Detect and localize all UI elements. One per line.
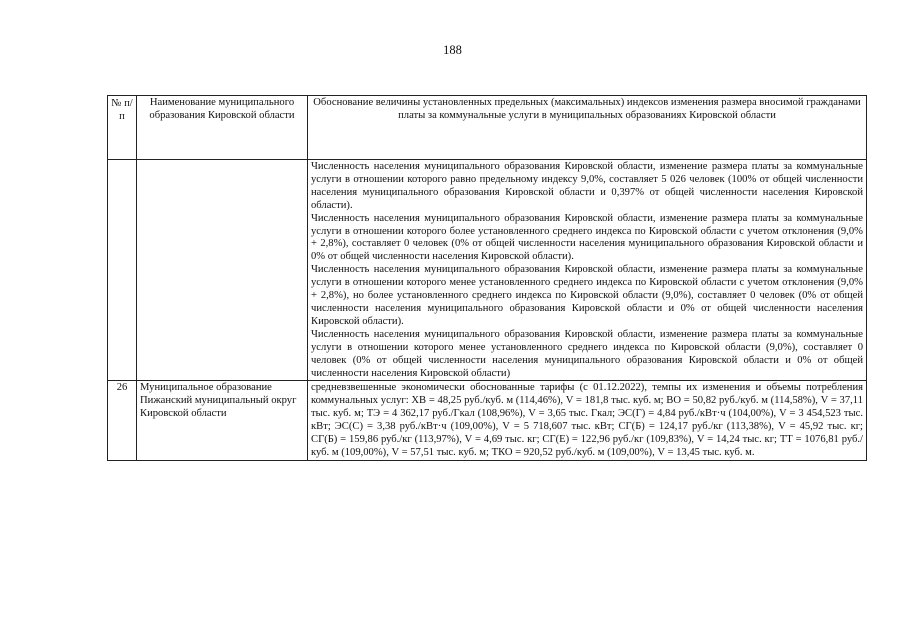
- population-paragraph-between-index: Численность населения муниципального образования Кировской области, изменение размера платы за коммунальные услуги в отношении которого менее установленного среднего индекса по Кировской области с учетом отклонения (9,0% + 2,8%), но более установленного среднего индекса по Кировской области (9,0%), составляет 0 человек (0% от общей численности населения муниципального образования Кировской области и 0% от общей численности населения Кировской области).: [311, 264, 863, 327]
- indices-table: [107, 95, 867, 461]
- table-row-continuation: [108, 160, 867, 381]
- page-number: 188: [443, 43, 462, 57]
- population-paragraph-equal-index: Численность населения муниципального образования Кировской области, изменение размера платы за коммунальные услуги в отношении которого равно предельному индексу 9,0%, составляет 5 026 человек (100% от общей численности населения муниципального образования Кировской области и 0,397% от общей численности населения Кировской области).: [311, 161, 863, 211]
- table-row: [108, 381, 867, 460]
- municipality-name: Муниципальное образование Пижанский муниципальный округ Кировской области: [137, 381, 308, 460]
- population-paragraph-above-index: Численность населения муниципального образования Кировской области, изменение размера платы за коммунальные услуги в отношении которого более установленного среднего индекса по Кировской области с учетом отклонения (9,0% + 2,8%), составляет 0 человек (0% от общей численности населения муниципального образования Кировской области и 0% от общей численности населения Кировской области).: [311, 212, 863, 263]
- header-municipality-name: Наименование муниципального образования Кировской области: [137, 96, 308, 160]
- header-justification: Обоснование величины установленных предельных (максимальных) индексов изменения размера вносимой гражданами платы за коммунальные услуги в муниципальных образованиях Кировской области: [308, 96, 867, 160]
- empty-number-cell: [108, 160, 137, 381]
- empty-name-cell: [137, 160, 308, 381]
- tariff-text: средневзвешенные экономически обоснованные тарифы (с 01.12.2022), темпы их изменения и объемы потребления коммунальных услуг: ХВ = 48,25 руб./куб. м (114,46%), V = 181,8 тыс. куб. м; ВО = 50,82 руб./куб. м (114,58%), V = 37,11 тыс. куб. м; ТЭ = 4 362,17 руб./Гкал (108,96%), V = 3,65 тыс. Гкал; ЭС(Г) = 4,84 руб./кВт·ч (104,00%), V = 3 454,523 тыс. кВт; ЭС(С) = 3,38 руб./кВт·ч (109,00%), V = 5 718,607 тыс. кВт; СГ(Б) = 124,17 руб./кг (113,38%), V = 45,92 тыс. кг; СГ(Б) = 159,86 руб./кг (113,97%), V = 4,69 тыс. кг; СГ(Е) = 122,96 руб./кг (109,83%), V = 14,24 тыс. кг; ТТ = 1076,81 руб./куб. м (109,00%), V = 57,51 тыс. куб. м; ТКО = 920,52 руб./куб. м (109,00%), V = 13,45 тыс. куб. м.: [308, 381, 867, 460]
- header-number: № п/п: [108, 96, 137, 160]
- continuation-text-cell: [308, 160, 867, 381]
- population-paragraph-below-index: Численность населения муниципального образования Кировской области, изменение размера платы за коммунальные услуги в отношении которого менее установленного среднего индекса по Кировской области (9,0%), составляет 0 человек (0% от общей численности населения муниципального образования Кировской области и 0% от общей численности населения Кировской области): [311, 328, 863, 379]
- row-number: 26: [108, 381, 137, 460]
- table-header-row: [108, 96, 867, 160]
